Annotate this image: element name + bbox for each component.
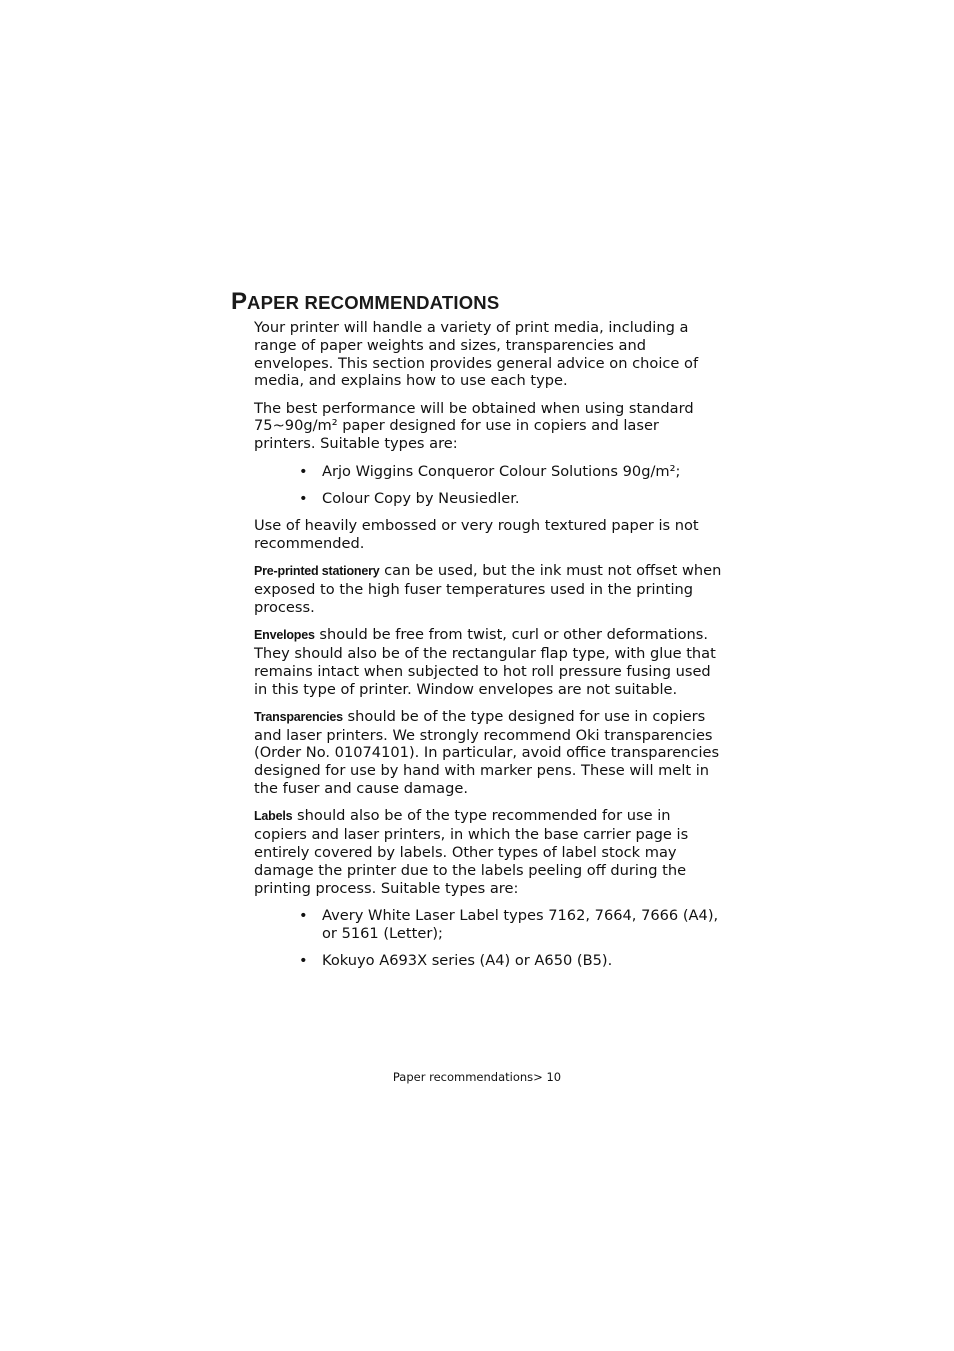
envelopes-text: should be free from twist, curl or other deformations. They should also be of the rectangular flap type, with glue that remains intact when subjected to hot roll pressure fusing used in this type of printer. Window envelopes are not suitable. [254,626,716,698]
label-types-list [254,907,724,970]
paper-types-list [254,463,724,508]
transparencies-text: should be of the type designed for use in copiers and laser printers. We strongly recommend Oki transparencies (Order No. 01074101). In particular, avoid office transparencies designed for use by hand with marker pens. These will melt in the fuser and cause damage. [254,707,720,798]
preprinted-lead: Pre-printed stationery [254,564,380,579]
list-item [254,907,724,943]
section-title-rest: APER RECOMMENDATIONS [247,292,500,313]
intro-paragraph: Your printer will handle a variety of print media, including a range of paper weights and sizes, transparencies and envelopes. This section provides general advice on choice of media, and explains how to use each type. [254,319,699,390]
envelopes-lead: Envelopes [254,628,315,643]
bullet-icon: • [299,489,308,507]
footer-text: Paper recommendations> 10 [392,1070,562,1084]
section-body [254,319,724,979]
list-item-text: Kokuyo A693X series (A4) or A650 (B5). [322,951,613,969]
labels-lead: Labels [254,809,293,824]
bullet-icon: • [299,951,308,969]
page-footer [0,1070,954,1084]
list-item-text: Arjo Wiggins Conqueror Colour Solutions 90g/m²; [322,462,681,480]
section-title-initial: P [231,288,248,315]
bullet-icon: • [299,462,308,480]
list-item [254,463,724,481]
preprinted-paragraph [254,562,724,616]
bullet-icon: • [299,906,308,924]
preprinted-text: can be used, but the ink must not offset when exposed to the high fuser temperatures used in the printing process. [254,562,722,616]
list-item [254,490,724,508]
list-item [254,952,724,970]
labels-paragraph [254,807,724,897]
transparencies-paragraph [254,708,724,798]
envelopes-paragraph [254,626,724,698]
performance-paragraph: The best performance will be obtained when using standard 75~90g/m² paper designed for use in copiers and laser printers. Suitable types are: [254,399,694,453]
list-item-text: Colour Copy by Neusiedler. [322,489,520,507]
transparencies-lead: Transparencies [254,709,343,724]
labels-text: should also be of the type recommended for use in copiers and laser printers, in which the base carrier page is entirely covered by labels. Other types of label stock may damage the printer due to the labels peeling off during the printing process. Suitable types are: [254,807,689,897]
embossed-paragraph: Use of heavily embossed or very rough textured paper is not recommended. [254,517,699,552]
section-title [231,282,499,314]
list-item-text: Avery White Laser Label types 7162, 7664, 7666 (A4), or 5161 (Letter); [322,906,719,942]
